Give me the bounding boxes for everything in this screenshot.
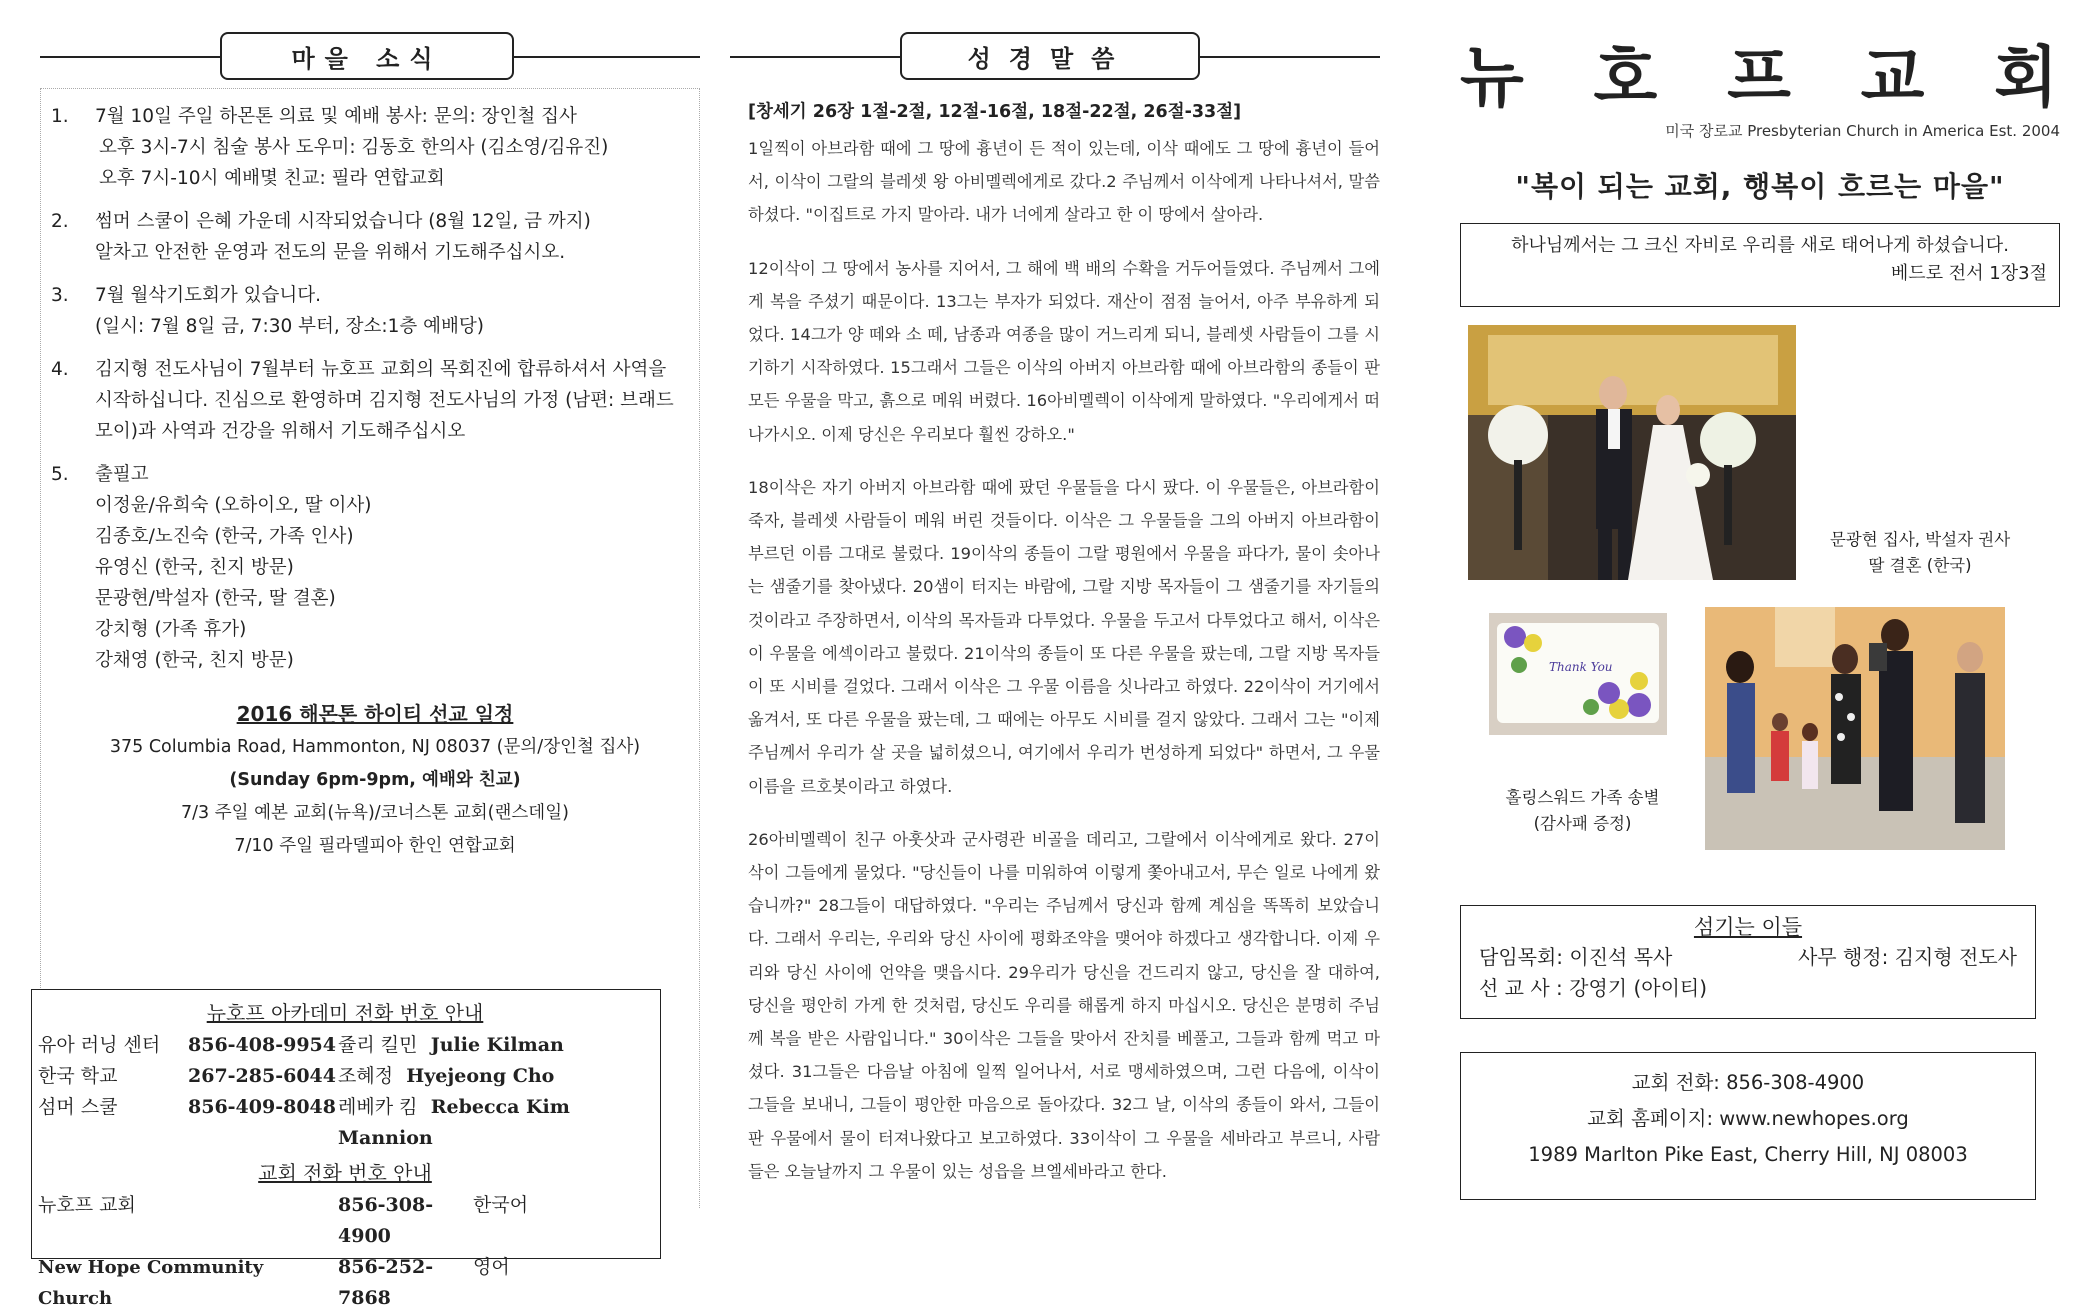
church-name-char: 호 bbox=[1593, 39, 1660, 116]
scripture-paragraph: 26아비멜렉이 친구 아훗삿과 군사령관 비골을 데리고, 그랄에서 이삭에게로 왔다. 27이삭이 그들에게 물었다. "당신들이 나를 미워하여 이렇게 쫓아내고서, 무슨 일로 나에게 왔습니까?" 28그들이 대답하였다. "우리는 주님께서 당신과 함께 계심을 똑똑히 보았습니다. 그래서 우리는, 우리와 당신 사이에 평화조약을 맺어야 하겠다고 생각합니다. 이제 우리와 당신 사이에 언약을 맺읍시다. 29우리가 당신을 건드리지 않고, 당신을 잘 대하여, 당신을 평안히 가게 한 것처럼, 당신도 우리를 해롭게 하지 마십시오. 당신은 분명히 주님께 복을 받은 사람입니다." 30이삭은 그들을 맞아서 잔치를 베풀고, 그들과 함께 먹고 마셨다. 31그들은 다음날 아침에 일찍 일어나서, 서로 맹세하였으며, 그런 다음에, 이삭이 그들을 보내니, 그들이 평안한 마음으로 돌아갔다. 32그 날, 이삭의 종들이 와서, 그들이 판 우물에서 물이 터져나왔다고 보고하였다. 33이삭이 그 우물을 세바라고 부르니, 사람들은 오늘날까지 그 우물이 있는 성읍을 브엘세바라고 한다. bbox=[748, 829, 1380, 1181]
village-news-header bbox=[40, 32, 700, 82]
academy-phone: 267-285-6044 bbox=[188, 1065, 336, 1087]
church-phone-number: 856-252-7868 bbox=[338, 1256, 434, 1309]
news-item-line: 유영신 (한국, 친지 방문) bbox=[95, 557, 294, 578]
news-item-line: 썸머 스쿨이 은혜 가운데 시작되었습니다 (8월 12일, 금 까지) bbox=[95, 211, 591, 232]
academy-contact-ko: 쥴리 킬민 bbox=[338, 1034, 418, 1056]
mission-schedule bbox=[51, 698, 699, 863]
church-motto: "복이 되는 교회, 행복이 흐르는 마을" bbox=[1515, 170, 2005, 203]
verse-text: 하나님께서는 그 크신 자비로 우리를 새로 태어나게 하셨습니다. bbox=[1511, 235, 2009, 256]
church-name-char: 뉴 bbox=[1460, 39, 1526, 116]
news-item-line: 오후 3시-7시 침술 봉사 도우미: 김동호 한의사 (김소영/김유진) bbox=[99, 137, 609, 158]
academy-contact-en: Julie Kilman bbox=[430, 1034, 564, 1056]
mission-title: 2016 해몬톤 하이티 선교 일정 bbox=[236, 702, 514, 726]
news-item-body bbox=[95, 459, 699, 676]
news-item bbox=[51, 206, 699, 268]
denomination: 미국 장로교 Presbyterian Church in America Est. 2004 bbox=[1665, 122, 2060, 140]
news-item bbox=[51, 280, 699, 342]
wedding-photo bbox=[1468, 325, 1796, 580]
church-phone-name: New Hope Community Church bbox=[38, 1257, 264, 1309]
news-item bbox=[51, 101, 699, 194]
farewell-caption-line-2: (감사패 증정) bbox=[1533, 814, 1632, 833]
news-item-line: 김지형 전도사님이 7월부터 뉴호프 교회의 목회진에 합류하셔서 사역을 bbox=[95, 359, 667, 380]
news-item-number: 4. bbox=[51, 359, 69, 380]
scripture-header bbox=[730, 32, 1380, 82]
news-item bbox=[51, 459, 699, 676]
church-phone-title: 교회 전화 번호 안내 bbox=[258, 1161, 432, 1185]
scripture-body bbox=[730, 132, 1380, 1188]
admin: 사무 행정: 김지형 전도사 bbox=[1797, 945, 2017, 969]
news-item-line: 오후 7시-10시 예배몇 친교: 필라 연합교회 bbox=[99, 168, 445, 189]
cake-text: Thank You bbox=[1549, 660, 1613, 674]
phone-directory-box bbox=[31, 989, 661, 1309]
academy-title: 뉴호프 아카데미 전화 번호 안내 bbox=[206, 1001, 484, 1025]
mission-address: 375 Columbia Road, Hammonton, NJ 08037 (문의/장인철 집사) bbox=[109, 737, 641, 757]
academy-contact bbox=[338, 1030, 652, 1061]
news-item bbox=[51, 354, 699, 447]
servants-row-1 bbox=[1479, 942, 2017, 973]
farewell-photo-image bbox=[1705, 607, 2005, 850]
news-item-number: 1. bbox=[51, 106, 69, 127]
mission-date-1: 7/3 주일 예본 교회(뉴욕)/코너스톤 교회(랜스데일) bbox=[181, 803, 569, 823]
academy-row bbox=[38, 1061, 652, 1092]
academy-contact-ko: 조혜정 bbox=[338, 1065, 394, 1087]
academy-name: 유아 러닝 센터 bbox=[38, 1034, 161, 1056]
academy-row bbox=[38, 1030, 652, 1061]
news-item-line: 알차고 안전한 운영과 전도의 문을 위해서 기도해주십시오. bbox=[95, 242, 566, 263]
news-item-number: 3. bbox=[51, 285, 69, 306]
news-item-line: 김종호/노진숙 (한국, 가족 인사) bbox=[95, 526, 354, 547]
academy-contact-ko: 레베카 킴 bbox=[338, 1096, 418, 1118]
academy-phone: 856-408-9954 bbox=[188, 1034, 336, 1056]
left-column bbox=[38, 0, 700, 1309]
academy-contact bbox=[338, 1061, 652, 1092]
news-item-line: 7월 10일 주일 하몬톤 의료 및 예배 봉사: 문의: 장인철 집사 bbox=[95, 106, 577, 127]
news-item-line: 문광현/박설자 (한국, 딸 결혼) bbox=[95, 588, 336, 609]
scripture-title: 성경말씀 bbox=[900, 32, 1200, 80]
wedding-caption-line-2: 딸 결혼 (한국) bbox=[1868, 556, 1972, 575]
missionary: 선 교 사 : 강영기 (아이티) bbox=[1479, 976, 1708, 1000]
news-item-line: 모이)과 사역과 건강을 위해서 기도해주십시오 bbox=[95, 421, 466, 442]
academy-phone: 856-409-8048 bbox=[188, 1096, 336, 1118]
news-item-number: 5. bbox=[51, 464, 69, 485]
news-item-body bbox=[95, 280, 699, 342]
news-item-line: 출필고 bbox=[95, 464, 149, 485]
verse-box bbox=[1460, 223, 2060, 307]
news-list bbox=[51, 101, 699, 676]
academy-contact bbox=[338, 1092, 652, 1154]
news-item-number: 2. bbox=[51, 211, 69, 232]
farewell-photo bbox=[1705, 607, 2005, 850]
scripture-reference: [창세기 26장 1절-2절, 12절-16절, 18절-22절, 26절-33절] bbox=[748, 102, 1242, 122]
pastor: 담임목회: 이진석 목사 bbox=[1479, 945, 1673, 969]
village-news-panel bbox=[38, 88, 700, 1309]
cake-photo-image bbox=[1489, 613, 1667, 735]
church-phone-row bbox=[38, 1252, 652, 1314]
church-name-char: 교 bbox=[1860, 39, 1927, 116]
village-news-title: 마을 소식 bbox=[220, 32, 514, 80]
church-name-char: 프 bbox=[1727, 39, 1793, 116]
academy-rows bbox=[38, 1030, 652, 1154]
church-name bbox=[1460, 38, 2060, 118]
church-address: 1989 Marlton Pike East, Cherry Hill, NJ 08003 bbox=[1528, 1143, 1968, 1166]
scripture-paragraph: 1일찍이 아브라함 때에 그 땅에 흉년이 든 적이 있는데, 이삭 때에도 그 땅에 흉년이 들어서, 이삭이 그랄의 블레셋 왕 아비멜렉에게로 갔다.2 주님께서 이삭에게 나타나셔서, 말씀하셨다. "이집트로 가지 말아라. 내가 너에게 살라고 한 이 땅에서 살아라. bbox=[748, 139, 1380, 225]
church-phone-row bbox=[38, 1190, 652, 1252]
church-phone-number: 856-308-4900 bbox=[338, 1194, 434, 1247]
news-item-line: 7월 월삭기도회가 있습니다. bbox=[95, 285, 321, 306]
scripture-paragraph: 18이삭은 자기 아버지 아브라함 때에 팠던 우물들을 다시 팠다. 이 우물들은, 아브라함이 죽자, 블레셋 사람들이 메워 버린 것들이다. 이삭은 그 우물들을 그의 아버지 아브라함이 부르던 이름 그대로 불렀다. 19이삭의 종들이 그랄 평원에서 우물을 파다가, 물이 솟아나는 샘줄기를 찾아냈다. 20샘이 터지는 바람에, 그랄 지방 목자들이 그 샘줄기를 자기들의 것이라고 주장하면서, 이삭의 목자들과 다투었다. 우물을 두고서 다투었다고 해서, 이삭은 이 우물을 에섹이라고 불렀다. 21이삭의 종들이 또 다른 우물을 팠는데, 그랄 지방 목자들이 또 시비를 걸었다. 그래서 이삭은 그 우물 이름을 싯나라고 하였다. 22이삭이 거기에서 옮겨서, 또 다른 우물을 팠는데, 그 때에는 아무도 시비를 걸지 않았다. 그래서 그는 "이제 주님께서 우리가 살 곳을 넓히셨으니, 여기에서 우리가 번성하게 되었다" 하면서, 그 우물 이름을 르호봇이라고 하였다. bbox=[748, 477, 1380, 796]
church-phone-lang: 영어 bbox=[473, 1256, 510, 1278]
farewell-caption bbox=[1460, 785, 1705, 837]
middle-column bbox=[730, 0, 1380, 1275]
servants-title: 섬기는 이들 bbox=[1693, 915, 1803, 939]
right-column bbox=[1460, 0, 2060, 1275]
contact-box bbox=[1460, 1052, 2036, 1200]
academy-contact-en: Rebecca Kim Mannion bbox=[338, 1096, 570, 1149]
news-item-line: 이정윤/유희숙 (오하이오, 딸 이사) bbox=[95, 495, 372, 516]
church-phone-rows bbox=[38, 1190, 652, 1314]
news-item-body bbox=[95, 101, 699, 194]
academy-name: 섬머 스쿨 bbox=[38, 1096, 118, 1118]
news-item-line: (일시: 7월 8일 금, 7:30 부터, 장소:1층 예배당) bbox=[95, 316, 485, 337]
church-phone-lang: 한국어 bbox=[473, 1194, 529, 1216]
servants-row-2 bbox=[1479, 973, 2017, 1004]
academy-row bbox=[38, 1092, 652, 1154]
academy-name: 한국 학교 bbox=[38, 1065, 118, 1087]
wedding-caption-line-1: 문광현 집사, 박설자 권사 bbox=[1829, 530, 2011, 549]
news-item-line: 강채영 (한국, 친지 방문) bbox=[95, 650, 294, 671]
wedding-caption bbox=[1805, 527, 2035, 579]
church-name-char: 회 bbox=[1994, 39, 2060, 116]
wedding-photo-image bbox=[1468, 325, 1796, 580]
news-item-body bbox=[95, 206, 699, 268]
news-item-body bbox=[95, 354, 699, 447]
verse-reference: 베드로 전서 1장3절 bbox=[1890, 263, 2047, 284]
servants-box bbox=[1460, 905, 2036, 1019]
scripture-paragraph: 12이삭이 그 땅에서 농사를 지어서, 그 해에 백 배의 수확을 거두어들였다. 주님께서 그에게 복을 주셨기 때문이다. 13그는 부자가 되었다. 재산이 점점 늘어서, 아주 부유하게 되었다. 14그가 양 떼와 소 떼, 남종과 여종을 많이 거느리게 되니, 블레셋 사람들이 그를 시기하기 시작하였다. 15그래서 그들은 이삭의 아버지 아브라함 때에 아브라함의 종들이 판 모든 우물을 막고, 흙으로 메워 버렸다. 16아비멜렉이 이삭에게 말하였다. "우리에게서 떠나가시오. 이제 당신은 우리보다 훨씬 강하오." bbox=[748, 258, 1380, 444]
news-item-line: 시작하십니다. 진심으로 환영하며 김지형 전도사님의 가정 (남편: 브래드 bbox=[95, 390, 674, 411]
cake-photo bbox=[1489, 613, 1667, 735]
church-phone: 교회 전화: 856-308-4900 bbox=[1631, 1071, 1865, 1094]
farewell-caption-line-1: 홀링스워드 가족 송별 bbox=[1505, 788, 1660, 807]
church-homepage[interactable]: 교회 홈페이지: www.newhopes.org bbox=[1587, 1107, 1909, 1130]
mission-time: (Sunday 6pm-9pm, 예배와 친교) bbox=[229, 770, 521, 790]
news-item-line: 강치형 (가족 휴가) bbox=[95, 619, 247, 640]
church-phone-name: 뉴호프 교회 bbox=[38, 1194, 136, 1216]
academy-contact-en: Hyejeong Cho bbox=[406, 1065, 555, 1087]
mission-date-2: 7/10 주일 필라델피아 한인 연합교회 bbox=[234, 836, 516, 856]
